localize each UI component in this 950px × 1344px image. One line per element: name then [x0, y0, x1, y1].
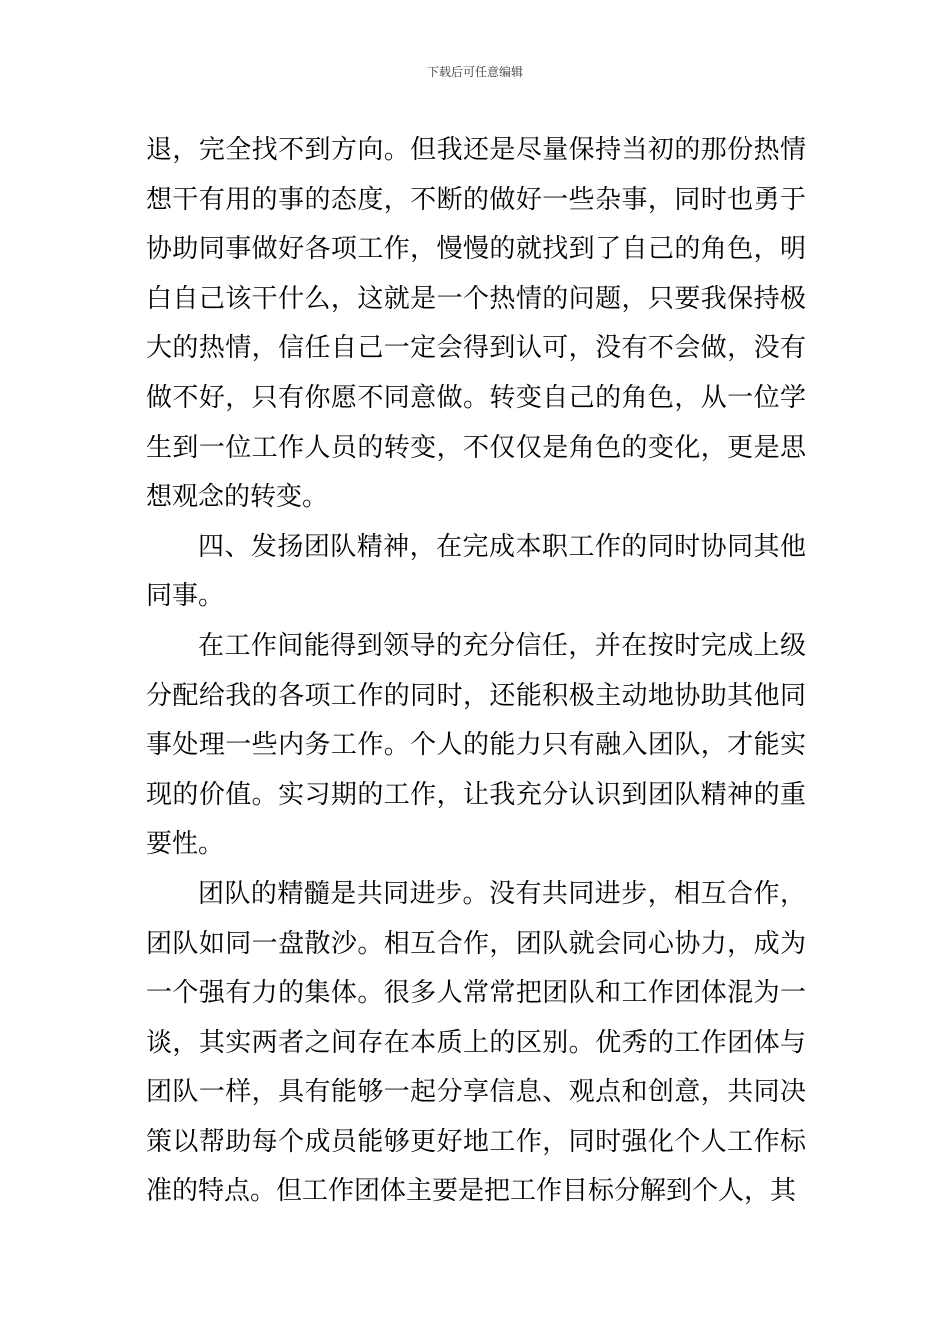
- page-header: 下载后可任意编辑: [426, 65, 523, 79]
- document-body: [146, 126, 806, 1217]
- paragraph-2-section-heading: 四、发扬团队精神，在完成本职工作的同时协同其他同事。: [146, 531, 806, 612]
- paragraph-3: 在工作间能得到领导的充分信任，并在按时完成上级分配给我的各项工作的同时，还能积极主动地协助其他同事处理一些内务工作。个人的能力只有融入团队，才能实现的价值。实习期的工作，让我充分认识到团队精神的重要性。: [146, 630, 806, 860]
- paragraph-4: 团队的精髓是共同进步。没有共同进步，相互合作，团队如同一盘散沙。相互合作，团队就会同心协力，成为一个强有力的集体。很多人常常把团队和工作团体混为一谈，其实两者之间存在本质上的区别。优秀的工作团体与团队一样，具有能够一起分享信息、观点和创意，共同决策以帮助每个成员能够更好地工作，同时强化个人工作标准的特点。但工作团体主要是把工作目标分解到个人，其: [146, 878, 806, 1207]
- paragraph-1: 退，完全找不到方向。但我还是尽量保持当初的那份热情想干有用的事的态度，不断的做好一些杂事，同时也勇于协助同事做好各项工作，慢慢的就找到了自己的角色，明白自己该干什么，这就是一个热情的问题，只要我保持极大的热情，信任自己一定会得到认可，没有不会做，没有做不好，只有你愿不同意做。转变自己的角色，从一位学生到一位工作人员的转变，不仅仅是角色的变化，更是思想观念的转变。: [146, 135, 806, 513]
